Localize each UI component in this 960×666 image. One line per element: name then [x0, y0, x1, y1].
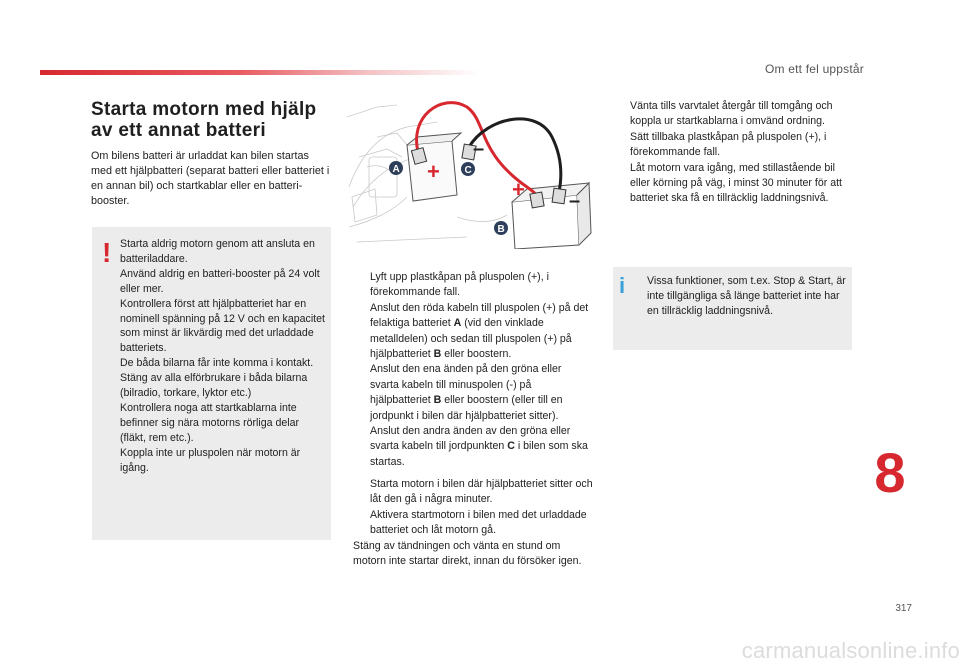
- list-item: Aktivera startmotorn i bilen med det urladdade batteriet och låt motorn gå.: [353, 508, 593, 539]
- jump-start-illustration: [347, 97, 597, 249]
- chapter-color-bar: [40, 70, 480, 75]
- steps-list-3: [613, 99, 855, 207]
- list-item: Vänta tills varvtalet återgår till tomgång och koppla ur startkablarna i omvänd ordning.: [613, 99, 855, 130]
- list-item: Sätt tillbaka plastkåpan på pluspolen (+), i förekommande fall.: [613, 130, 855, 161]
- battery-cables-drawing: [347, 97, 597, 249]
- list-item: Anslut den ena änden på den gröna eller svarta kabeln till minuspolen (-) på hjälpbatteriet B eller boostern (eller till en jordpunkt i bilen där hjälpbatteriet sitter).: [353, 362, 593, 424]
- label-c: [461, 162, 475, 176]
- chapter-title: Om ett fel uppstår: [765, 62, 864, 76]
- page-number: 317: [895, 603, 912, 614]
- list-item: Anslut den andra änden av den gröna eller svarta kabeln till jordpunkten C i bilen som ska startas.: [353, 424, 593, 470]
- list-item: Lyft upp plastkåpan på pluspolen (+), i förekommande fall.: [353, 270, 593, 301]
- label-b: [494, 221, 508, 235]
- svg-text:A: A: [392, 164, 400, 175]
- warning-icon: !: [102, 237, 112, 268]
- bullet-icon: [353, 508, 370, 539]
- list-item: Anslut den röda kabeln till pluspolen (+) på det felaktiga batteriet A (vid den vinklade metalldelen) och sedan till pluspolen (+) på hjälpbatteriet B eller boostern.: [353, 301, 593, 363]
- plus-sign: +: [512, 177, 525, 202]
- info-icon: i: [619, 273, 626, 298]
- bullet-icon: [353, 362, 370, 424]
- warning-line: Kontrollera först att hjälpbatteriet har en nominell spänning på 12 V och en kapacitet som minst är likvärdig med det urladdade batteriets.: [120, 297, 325, 355]
- warning-line: Kontrollera noga att startkablarna inte befinner sig nära motorns rörliga delar (fläkt, rem etc.).: [120, 401, 300, 444]
- steps-list-1: [353, 270, 593, 470]
- bullet-icon: [353, 424, 370, 470]
- svg-text:C: C: [464, 165, 472, 176]
- bullet-icon: [353, 301, 370, 363]
- label-a: [389, 161, 403, 175]
- steps-list-2: [353, 477, 593, 569]
- bullet-icon: [613, 99, 630, 130]
- list-item: Starta motorn i bilen där hjälpbatteriet sitter och låt den gå i några minuter.: [353, 477, 593, 508]
- page-title: Starta motorn med hjälp av ett annat batteri: [91, 99, 317, 141]
- minus-sign: –: [569, 190, 581, 212]
- warning-line: Starta aldrig motorn genom att ansluta en batteriladdare.: [120, 238, 315, 265]
- plus-sign: +: [427, 159, 440, 184]
- bullet-icon: [353, 477, 370, 508]
- warning-line: Stäng av alla elförbrukare i båda bilarna (bilradio, torkare, lyktor etc.): [120, 372, 308, 400]
- after-steps-note: Stäng av tändningen och vänta en stund om motorn inte startar direkt, innan du försöker igen.: [353, 539, 582, 568]
- chapter-number: 8: [874, 441, 906, 504]
- info-text: Vissa funktioner, som t.ex. Stop & Start, är inte tillgängliga så länge batteriet inte har en tillräcklig laddningsnivå.: [647, 275, 846, 317]
- bullet-icon: [353, 270, 370, 301]
- bullet-icon: [613, 161, 630, 207]
- warning-line: Använd aldrig en batteri-booster på 24 volt eller mer.: [120, 267, 320, 295]
- warning-line: De båda bilarna får inte komma i kontakt.: [120, 357, 314, 370]
- list-item: Låt motorn vara igång, med stillastående bil eller körning på väg, i minst 30 minuter för att batteriet ska få en tillräcklig laddningsnivå.: [613, 161, 855, 207]
- intro-paragraph: Om bilens batteri är urladdat kan bilen startas med ett hjälpbatteri (separat batteri eller batteriet i en annan bil) och startkablar eller en batteri-booster.: [91, 150, 330, 207]
- svg-text:B: B: [497, 224, 505, 235]
- warning-line: Koppla inte ur pluspolen när motorn är igång.: [120, 446, 301, 474]
- minus-sign: –: [473, 138, 485, 160]
- warning-text: [120, 237, 327, 476]
- bullet-icon: [613, 130, 630, 161]
- watermark: carmanualsonline.info: [741, 638, 960, 663]
